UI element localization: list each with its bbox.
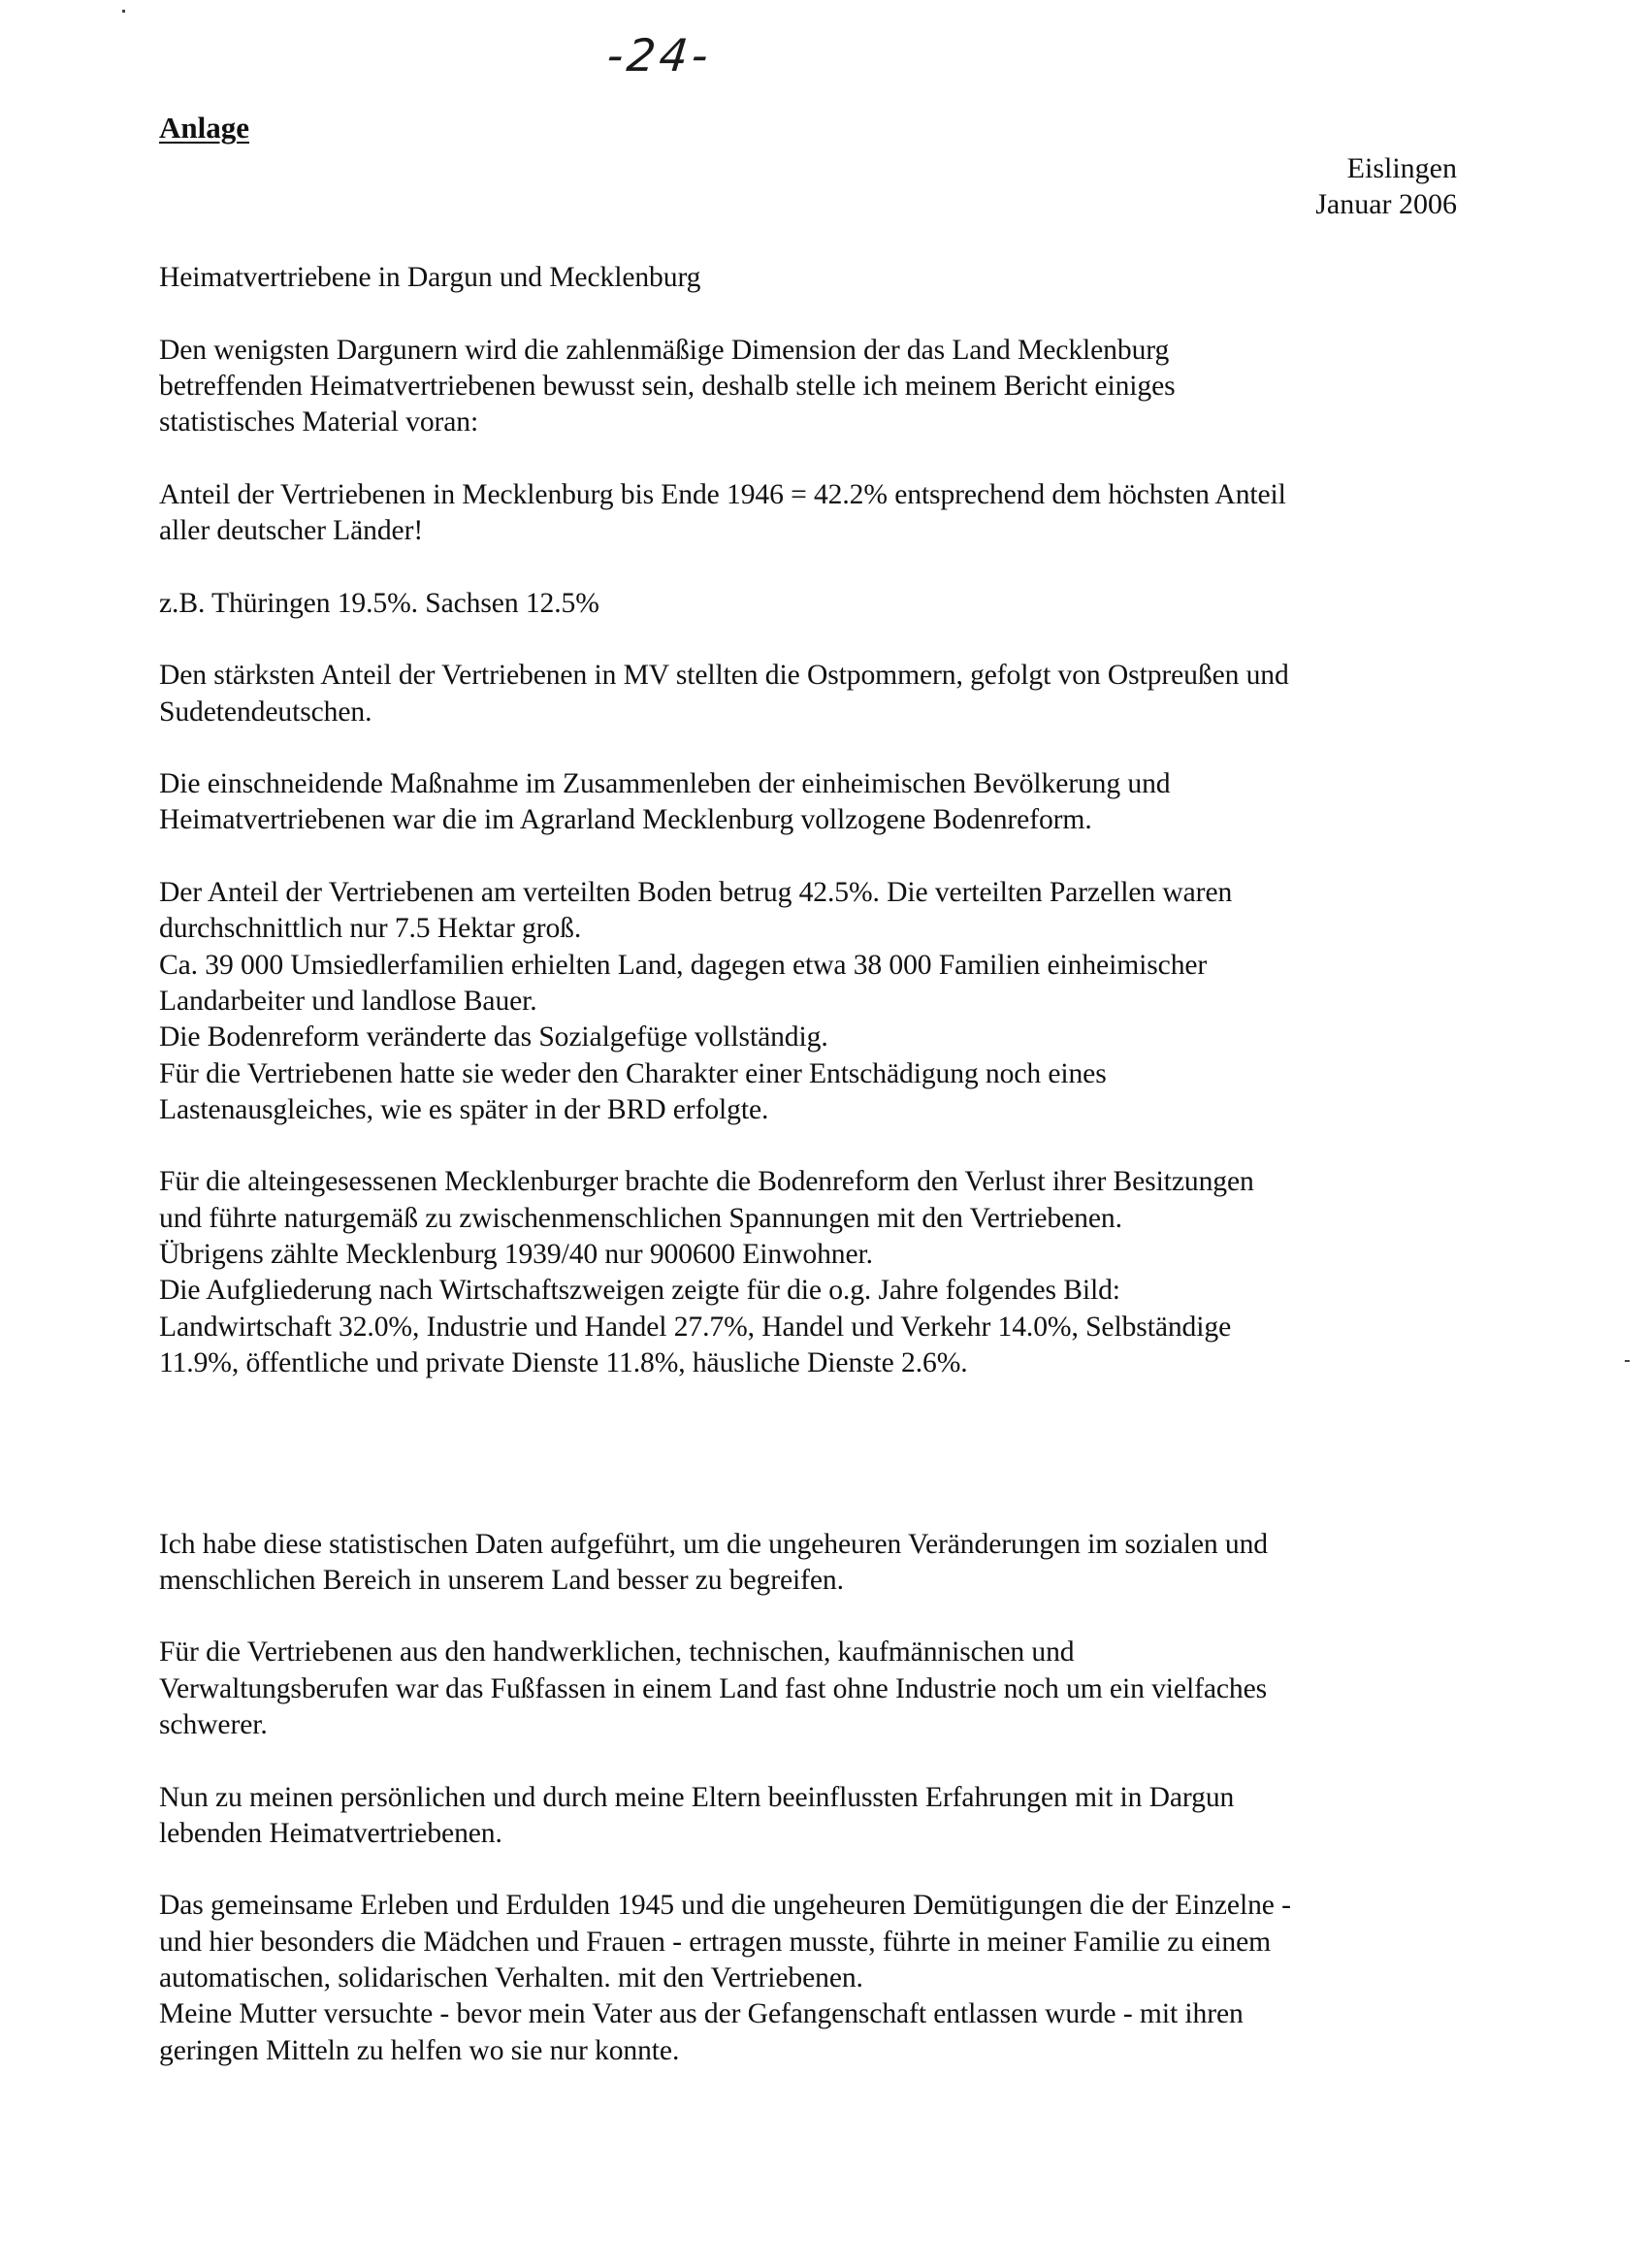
place: Eislingen [1346,152,1457,184]
text-line: Die Bodenreform veränderte das Sozialgefüge vollständig. [159,1021,828,1053]
text-line: Landarbeiter und landlose Bauer. [159,985,537,1017]
paragraph-statistics-purpose [159,1527,1498,1600]
text-line: automatischen, solidarischen Verhalten. mit den Vertriebenen. [159,1962,863,1994]
paragraph-examples [159,586,1498,622]
text-line: Den stärksten Anteil der Vertriebenen in MV stellten die Ostpommern, gefolgt von Ostpreußen und [159,660,1289,692]
text-line: und führte naturgemäß zu zwischenmenschlichen Spannungen mit den Vertriebenen. [159,1202,1122,1234]
text-line: durchschnittlich nur 7.5 Hektar groß. [159,913,582,945]
text-line: Meine Mutter versuchte - bevor mein Vater aus der Gefangenschaft entlassen wurde - mit ihren [159,1998,1244,2030]
text-line: betreffenden Heimatvertriebenen bewusst sein, deshalb stelle ich meinem Bericht einiges [159,370,1176,402]
text-line: Sudetendeutschen. [159,696,372,728]
text-line: und hier besonders die Mädchen und Frauen - ertragen musste, führte in meiner Familie zu einem [159,1926,1272,1958]
place-date-block [1315,150,1457,222]
paragraph-economic-sectors [159,1164,1498,1381]
blank-space [159,1418,1498,1527]
text-line: Landwirtschaft 32.0%, Industrie und Handel 27.7%, Handel und Verkehr 14.0%, Selbständige [159,1311,1232,1343]
text-line: Für die alteingesessenen Mecklenburger brachte die Bodenreform den Verlust ihrer Besitzungen [159,1166,1254,1198]
document-title [159,260,1498,296]
document-body [159,260,1498,2105]
paragraph-land-distribution [159,875,1498,1128]
paragraph-share-mecklenburg [159,477,1498,550]
text-line: statistisches Material voran: [159,406,479,438]
text-line: Übrigens zählte Mecklenburg 1939/40 nur 900600 Einwohner. [159,1239,873,1271]
paragraph-personal-experience [159,1780,1498,1853]
text-line: Nun zu meinen persönlichen und durch meine Eltern beeinflussten Erfahrungen mit in Dargun [159,1781,1235,1813]
text-line: Für die Vertriebenen aus den handwerklichen, technischen, kaufmännischen und [159,1636,1075,1669]
text-line: schwerer. [159,1708,268,1740]
text-line: lebenden Heimatvertriebenen. [159,1817,502,1849]
text-line: Das gemeinsame Erleben und Erdulden 1945 und die ungeheuren Demütigungen die der Einzelne - [159,1890,1291,1922]
scan-speck [122,10,125,13]
annex-label: Anlage [159,111,249,145]
handwritten-page-number: -24- [604,29,715,81]
text-line: Heimatvertriebenen war die im Agrarland Mecklenburg vollzogene Bodenreform. [159,804,1092,836]
text-line: Ca. 39 000 Umsiedlerfamilien erhielten Land, dagegen etwa 38 000 Familien einheimischer [159,949,1208,981]
title-line: Heimatvertriebene in Dargun und Mecklenburg [159,262,701,293]
text-line: z.B. Thüringen 19.5%. Sachsen 12.5% [159,587,599,619]
scan-speck [1625,1360,1630,1362]
text-line: geringen Mitteln zu helfen wo sie nur konnte. [159,2034,680,2066]
date: Januar 2006 [1315,188,1457,220]
paragraph-land-reform [159,766,1498,839]
text-line: aller deutscher Länder! [159,515,424,547]
text-line: 11.9%, öffentliche und private Dienste 11.8%, häusliche Dienste 2.6%. [159,1346,968,1378]
text-line: Für die Vertriebenen hatte sie weder den Charakter einer Entschädigung noch eines [159,1057,1107,1089]
text-line: Verwaltungsberufen war das Fußfassen in einem Land fast ohne Industrie noch um ein vielfaches [159,1672,1268,1704]
paragraph-origins [159,658,1498,730]
text-line: Die Aufgliederung nach Wirtschaftszweigen zeigte für die o.g. Jahre folgendes Bild: [159,1275,1120,1307]
paragraph-family-solidarity [159,1888,1498,2068]
paragraph-intro [159,333,1498,441]
text-line: Den wenigsten Dargunern wird die zahlenmäßige Dimension der das Land Mecklenburg [159,334,1170,366]
paragraph-professions [159,1635,1498,1743]
text-line: Anteil der Vertriebenen in Mecklenburg bis Ende 1946 = 42.2% entsprechend dem höchsten Anteil [159,478,1286,510]
text-line: Ich habe diese statistischen Daten aufgeführt, um die ungeheuren Veränderungen im sozialen und [159,1528,1268,1560]
text-line: Der Anteil der Vertriebenen am verteilten Boden betrug 42.5%. Die verteilten Parzellen waren [159,877,1233,909]
text-line: menschlichen Bereich in unserem Land besser zu begreifen. [159,1564,844,1596]
text-line: Lastenausgleiches, wie es später in der BRD erfolgte. [159,1093,769,1125]
text-line: Die einschneidende Maßnahme im Zusammenleben der einheimischen Bevölkerung und [159,768,1171,800]
